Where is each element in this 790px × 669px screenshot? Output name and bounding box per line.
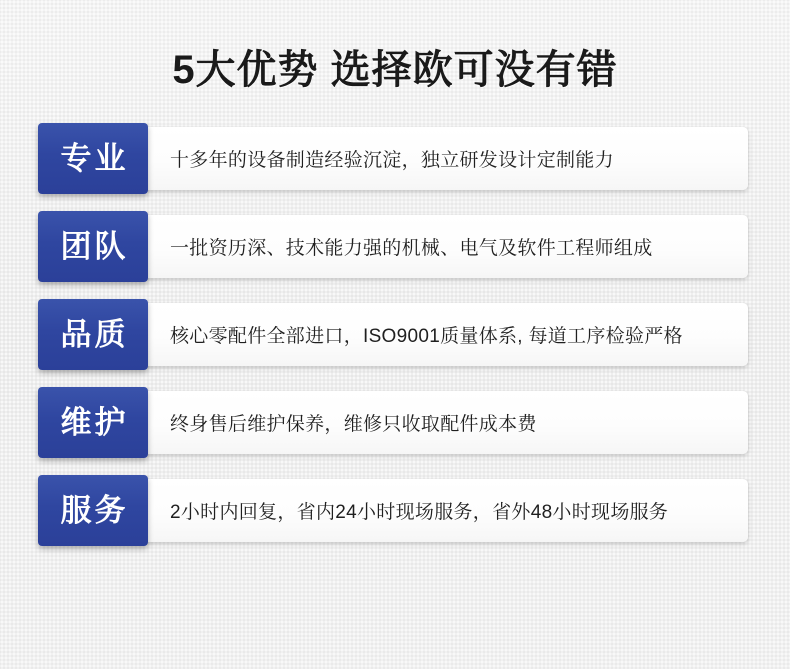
advantage-badge-label: 团队	[60, 229, 129, 264]
advantage-description: 一批资历深、技术能力强的机械、电气及软件工程师组成	[170, 238, 653, 259]
advantage-badge-label: 维护	[60, 405, 129, 440]
list-item	[42, 391, 748, 454]
advantage-badge-label: 品质	[60, 317, 129, 352]
list-item	[42, 303, 748, 366]
advantage-badge	[38, 387, 148, 458]
advantage-badge	[38, 299, 148, 370]
list-item	[42, 127, 748, 190]
advantage-description: 2小时内回复，省内24小时现场服务，省外48小时现场服务	[170, 502, 669, 523]
advantages-list	[0, 127, 790, 542]
advantage-badge-label: 专业	[60, 141, 129, 176]
advantage-badge	[38, 123, 148, 194]
advantage-badge	[38, 475, 148, 546]
advantage-description: 十多年的设备制造经验沉淀，独立研发设计定制能力	[170, 150, 614, 171]
page-title: 5大优势 选择欧可没有错	[172, 48, 618, 92]
list-item	[42, 215, 748, 278]
advantage-description: 核心零配件全部进口，ISO9001质量体系, 每道工序检验严格	[170, 326, 683, 347]
advantage-description: 终身售后维护保养，维修只收取配件成本费	[170, 414, 537, 435]
advantage-badge	[38, 211, 148, 282]
advantage-badge-label: 服务	[60, 493, 129, 528]
list-item	[42, 479, 748, 542]
